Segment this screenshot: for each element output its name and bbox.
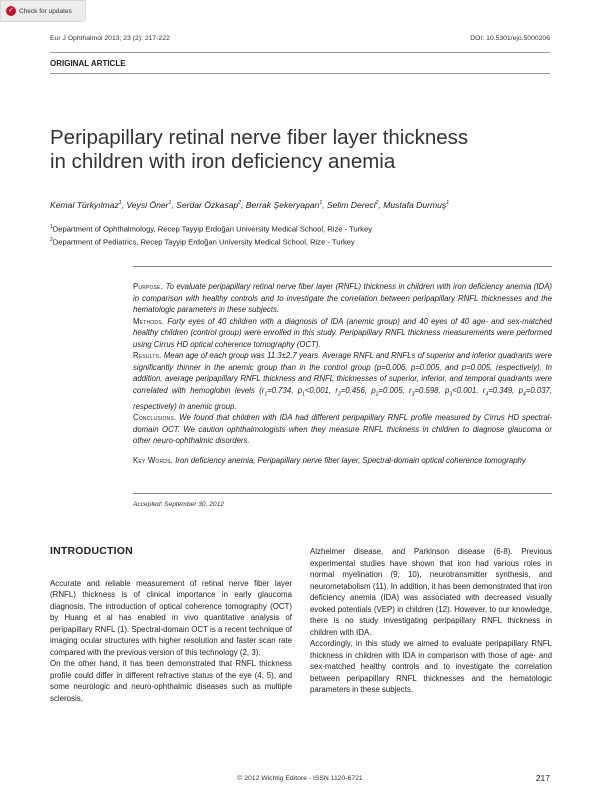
abstract-methods: Methods. Forty eyes of 40 children with a diagnosis of IDA (anemic group) and 40 eyes of 40 age- and sex-matched healthy children (control group) were enrolled in this study. Peripapillary RNFL thickness measurements were performed using Cirrus HD optical coherence tomography (OCT). — [133, 316, 552, 349]
affiliation: $^1$Department of Ophthalmology, Recep Tayyip Erdoğan University Medical School, Rize - Turkey — [50, 224, 373, 234]
title-line-2: in children with iron deficiency anemia — [50, 150, 396, 173]
accepted-date: Accepted: September 30, 2012 — [133, 501, 224, 508]
section-heading-introduction: INTRODUCTION — [50, 545, 133, 557]
section-label: ORIGINAL ARTICLE — [50, 59, 126, 68]
abstract-rule — [133, 493, 552, 494]
body-column-left — [50, 546, 292, 704]
author: Berrak Şekeryapan — [245, 200, 320, 210]
paragraph: Accurate and reliable measurement of retinal nerve fiber layer (RNFL) thickness is of clinical importance in early glaucoma diagnosis. The introduction of optical coherence tomography (OCT) by Huang et al has enabled in vivo quantitative analysis of peripapillary RNFL (1). Spectral-domain OCT is a recent technique of imaging ocular structures with higher resolution and faster scan rate compared with the previous version of this technology (2, 3). — [50, 578, 292, 657]
author: Selim Dereci — [326, 200, 376, 210]
article-title — [50, 126, 550, 174]
badge-text: Check for updates — [19, 7, 72, 15]
author-list: Kemal Türkyılmaz$^1$, Veysi Öner$^1$, Serdar Özkasap$^2$, Berrak Şekeryapan$^1$, Selim Dereci$^2$, Mustafa Durmuş$^1$ — [50, 200, 450, 210]
affiliation: $^2$Department of Pediatrics, Recep Tayyip Erdoğan University Medical School, Rize - Turkey — [50, 237, 355, 247]
keywords-label: Key Words. — [133, 455, 174, 465]
abstract-purpose: Purpose. To evaluate peripapillary retinal nerve fiber layer (RNFL) thickness in children with iron deficiency anemia (IDA) in comparison with healthy controls and to investigate the correlation between peripapillary RNFL thicknesses and the hematologic parameters in these subjects. — [133, 282, 552, 314]
abstract — [133, 266, 552, 466]
section-rule — [50, 73, 550, 74]
header-rule — [50, 52, 550, 53]
title-line-1: Peripapillary retinal nerve fiber layer thickness — [50, 126, 469, 149]
body-column-right — [310, 546, 552, 696]
check-updates-icon: ✓ — [6, 6, 16, 16]
abstract-conclusions: Conclusions. We found that children with IDA had different peripapillary RNFL profile measured by Cirrus HD spectral-domain OCT. We caution ophthalmologists when they measure RNFL thickness in children to diagnose glaucoma or other neuro-ophthalmic disorders. — [133, 413, 552, 446]
paragraph: Accordingly, in this study we aimed to evaluate peripapillary RNFL thickness in children with IDA in comparison with those of age- and sex-matched healthy controls and to investigate the correlation between peripapillary RNFL thicknesses and the hematologic parameters in these subjects. — [310, 639, 552, 694]
abstract-keywords: Key Words. Iron deficiency anemia, Peripapillary nerve fiber layer, Spectral-domain optical coherence tomography — [133, 455, 526, 465]
doi: DOI: 10.5301/ejo.5000206 — [470, 35, 550, 42]
author: Mustafa Durmuş — [383, 200, 447, 210]
purpose-label: Purpose. — [133, 282, 164, 291]
paragraph: Alzheimer disease, and Parkinson disease (6-8). Previous experimental studies have shown that iron had various roles in normal myelination (9, 10), neurotransmitter synthesis, and neurometabolism (11). In addition, it has been demonstrated that iron deficiency anemia (IDA) was associated with decreased visually evoked potentials (VEP) in children (12). However, to our knowledge, there is no study investigating peripapillary RNFL thickness in children with IDA. — [310, 547, 552, 637]
author: Kemal Türkyılmaz — [50, 200, 119, 210]
conclusions-label: Conclusions. — [133, 413, 177, 423]
footer-copyright: © 2012 Wichtig Editore - ISSN 1120-6721 — [237, 775, 363, 782]
abstract-results: Results. Mean age of each group was 11.3±2.7 years. Average RNFL and RNFLs of superior and inferior quadrants were significantly thinner in the anemic group than in the control group (p=0.006, p=0.005, and p=0.005, respectively). In addition, average peripapillary RNFL thickness and RNFL thicknesses of superior, inferior, and temporal quadrants were correlated with hemoglobin levels ($r_1=0.734$, $p_1<0.001$, $r_2=0.456$, $p_2=0.005$, $r_3=0.598$, $p_3<0.001$, $r_4=0.349$, $p_4=0.037$, respectively) in anemic group. — [133, 351, 553, 411]
methods-label: Methods. — [133, 316, 165, 326]
results-label: Results. — [133, 351, 162, 360]
check-for-updates-badge[interactable] — [0, 0, 86, 22]
page-number: 217 — [535, 773, 550, 783]
paragraph: On the other hand, it has been demonstrated that RNFL thickness profile could differ in different refractive status of the eye (4, 5), and some neurologic and neuro-ophthalmic diseases such as multiple sclerosis, — [50, 659, 292, 703]
author: Veysi Öner — [126, 200, 169, 210]
author: Serdar Özkasap — [176, 200, 239, 210]
journal-citation: Eur J Ophthalmol 2013; 23 (2): 217-222 — [50, 35, 170, 42]
